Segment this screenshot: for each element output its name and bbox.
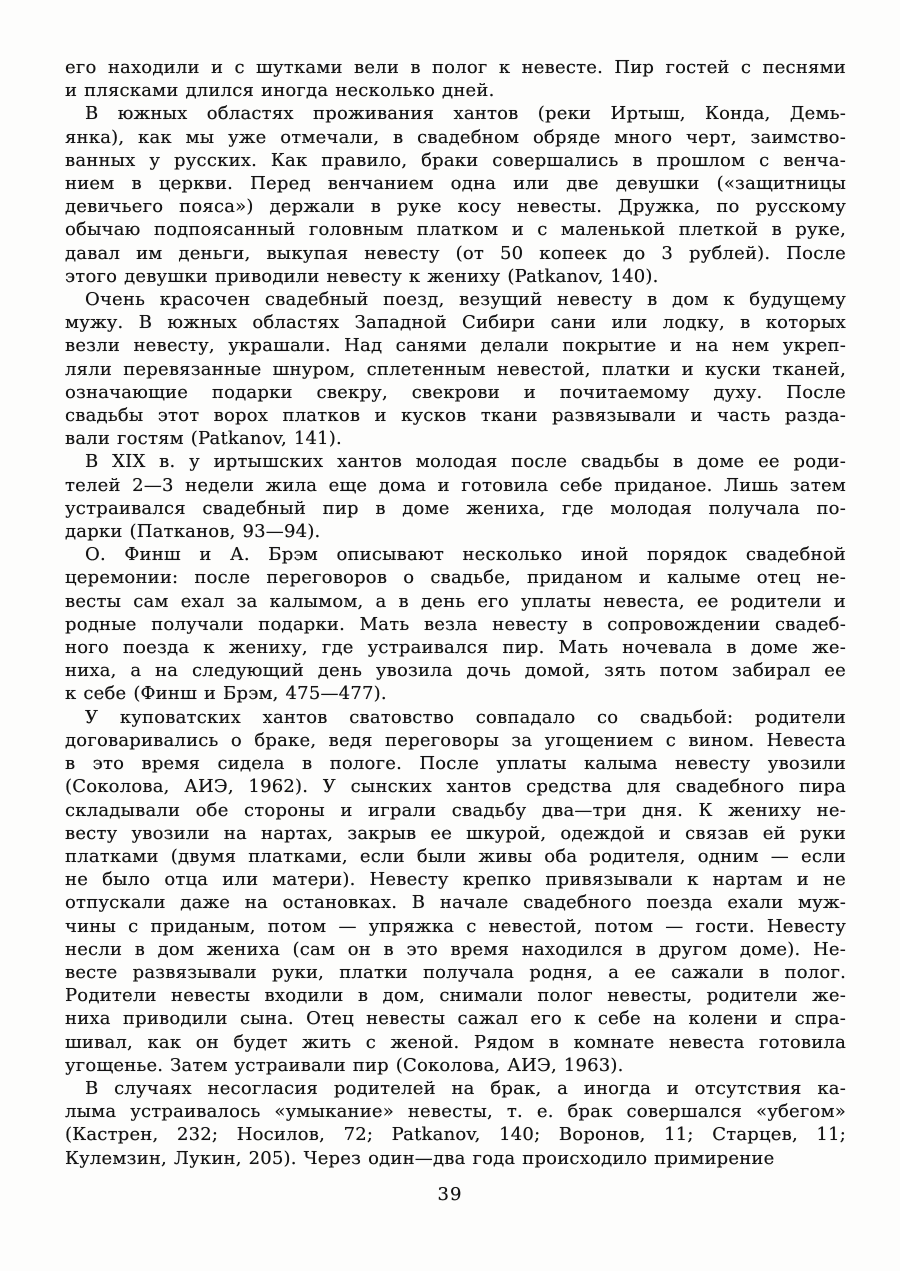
text-line: угощенье. Затем устраивали пир (Соколова, АИЭ, 1963). bbox=[65, 1054, 624, 1076]
text-line: шивал, как он будет жить с женой. Рядом в комнате невеста готовила bbox=[65, 1031, 846, 1053]
text-line: вали гостям (Patkanov, 141). bbox=[65, 428, 342, 450]
paragraph bbox=[65, 288, 846, 450]
text-line: родные получали подарки. Мать везла невесту в сопровождении свадеб- bbox=[65, 613, 846, 635]
text-line: свадьбы этот ворох платков и кусков ткани развязывали и часть разда- bbox=[65, 405, 846, 427]
paragraph bbox=[65, 706, 846, 1077]
paragraph bbox=[65, 543, 846, 705]
text-line: договаривались о браке, ведя переговоры за угощением с вином. Невеста bbox=[65, 729, 846, 751]
text-line: весты сам ехал за калымом, а в день его уплаты невеста, ее родители и bbox=[65, 590, 846, 612]
paragraph bbox=[65, 450, 846, 543]
text-line: мужу. В южных областях Западной Сибири сани или лодку, в которых bbox=[65, 312, 846, 334]
text-line: несли в дом жениха (сам он в это время находился в другом доме). Не- bbox=[65, 938, 846, 960]
text-line: платками (двумя платками, если были живы оба родителя, одним — если bbox=[65, 845, 846, 867]
text-line: ного поезда к жениху, где устраивался пир. Мать ночевала в доме же- bbox=[65, 637, 846, 659]
text-line: обычаю подпоясанный головным платком и с маленькой плеткой в руке, bbox=[65, 219, 846, 241]
text-line: Родители невесты входили в дом, снимали полог невесты, родители же- bbox=[65, 985, 846, 1007]
paragraph bbox=[65, 56, 846, 102]
text-line: ниха приводили сына. Отец невесты сажал его к себе на колени и спра- bbox=[65, 1008, 846, 1030]
text-line: (Соколова, АИЭ, 1962). У сынских хантов средства для свадебного пира bbox=[65, 776, 846, 798]
text-line: Очень красочен свадебный поезд, везущий невесту в дом к будущему bbox=[85, 289, 846, 311]
text-line: девичьего пояса») держали в руке косу невесты. Дружка, по русскому bbox=[65, 196, 846, 218]
text-line: В XIX в. у иртышских хантов молодая после свадьбы в доме ее роди- bbox=[85, 451, 846, 473]
text-line: устраивался свадебный пир в доме жениха, где молодая получала по- bbox=[65, 497, 846, 519]
text-line: нием в церкви. Перед венчанием одна или две девушки («защитницы bbox=[65, 173, 846, 195]
text-line: (Кастрен, 232; Носилов, 72; Patkanov, 140; Воронов, 11; Старцев, 11; bbox=[65, 1124, 846, 1146]
text-line: означающие подарки свекру, свекрови и почитаемому духу. После bbox=[65, 381, 846, 403]
text-line: чины с приданым, потом — упряжка с невестой, потом — гости. Невесту bbox=[65, 915, 846, 937]
text-line: в это время сидела в пологе. После уплаты калыма невесту увозили bbox=[65, 753, 846, 775]
text-line: этого девушки приводили невесту к жениху (Patkanov, 140). bbox=[65, 265, 659, 287]
page-text-block bbox=[65, 56, 846, 1170]
text-line: ляли перевязанные шнуром, сплетенным невестой, платки и куски тканей, bbox=[65, 358, 846, 380]
text-line: везли невесту, украшали. Над санями делали покрытие и на нем укреп- bbox=[65, 335, 846, 357]
text-line: не было отца или матери). Невесту крепко привязывали к нартам и не bbox=[65, 869, 846, 891]
text-line: церемонии: после переговоров о свадьбе, приданом и калыме отец не- bbox=[65, 567, 846, 589]
text-line: давал им деньги, выкупая невесту (от 50 копеек до 3 рублей). После bbox=[65, 242, 846, 264]
text-line: весте развязывали руки, платки получала родня, а ее сажали в полог. bbox=[65, 961, 846, 983]
paragraph bbox=[65, 102, 846, 288]
text-line: ниха, а на следующий день увозила дочь домой, зять потом забирал ее bbox=[65, 660, 846, 682]
text-line: В южных областях проживания хантов (реки Иртыш, Конда, Демь- bbox=[85, 103, 846, 125]
text-line: У куповатских хантов сватовство совпадало со свадьбой: родители bbox=[85, 706, 846, 728]
text-line: складывали обе стороны и играли свадьбу два—три дня. К жениху не- bbox=[65, 799, 846, 821]
text-line: дарки (Патканов, 93—94). bbox=[65, 521, 321, 543]
page-number: 39 bbox=[437, 1184, 463, 1205]
text-line: лыма устраивалось «умыкание» невесты, т. е. брак совершался «убегом» bbox=[65, 1101, 846, 1123]
text-line: телей 2—3 недели жила еще дома и готовила себе приданое. Лишь затем bbox=[65, 474, 846, 496]
text-line: к себе (Финш и Брэм, 475—477). bbox=[65, 683, 387, 705]
text-line: отпускали даже на остановках. В начале свадебного поезда ехали муж- bbox=[65, 892, 846, 914]
text-line: его находили и с шутками вели в полог к невесте. Пир гостей с песнями bbox=[65, 57, 846, 78]
text-line: и плясками длился иногда несколько дней. bbox=[65, 80, 495, 102]
text-line: О. Финш и А. Брэм описывают несколько иной порядок свадебной bbox=[85, 544, 846, 566]
text-line: В случаях несогласия родителей на брак, а иногда и отсутствия ка- bbox=[85, 1077, 846, 1099]
text-line: ванных у русских. Как правило, браки совершались в прошлом с венча- bbox=[65, 149, 846, 171]
text-line: янка), как мы уже отмечали, в свадебном обряде много черт, заимство- bbox=[65, 126, 846, 148]
text-line: Кулемзин, Лукин, 205). Через один—два года происходило примирение bbox=[65, 1147, 775, 1169]
paragraph bbox=[65, 1077, 846, 1170]
text-line: весту увозили на нартах, закрыв ее шкурой, одеждой и связав ей руки bbox=[65, 822, 846, 844]
